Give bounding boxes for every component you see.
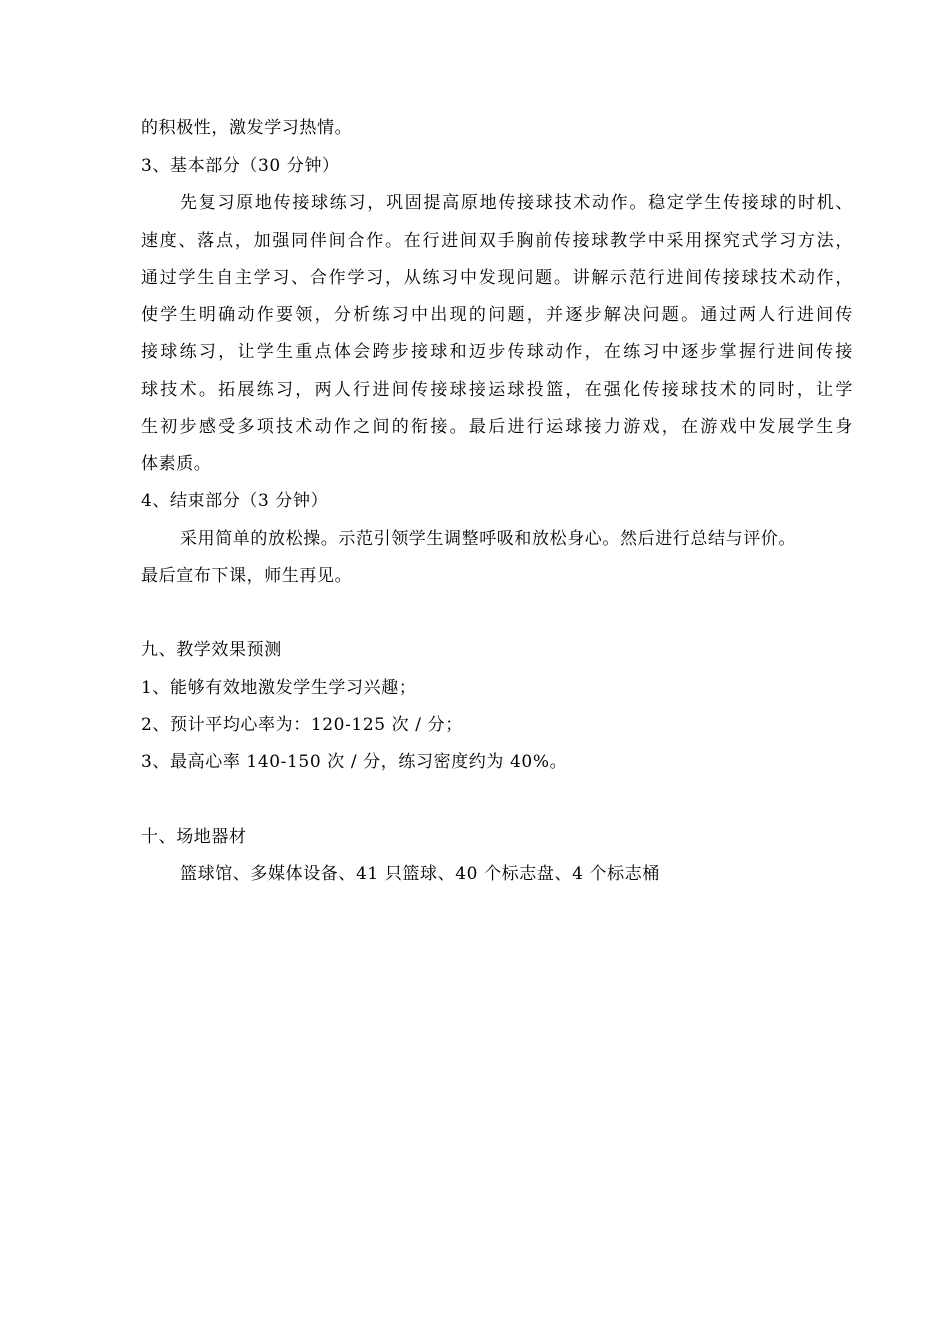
section10-heading: 十、场地器材 — [141, 827, 247, 847]
part4-line-2: 最后宣布下课，师生再见。 — [141, 566, 353, 586]
section10-content: 篮球馆、多媒体设备、41 只篮球、40 个标志盘、4 个标志桶 — [180, 864, 660, 884]
part4-line-1: 采用简单的放松操。示范引领学生调整呼吸和放松身心。然后进行总结与评价。 — [180, 529, 796, 549]
part3-line-1: 先复习原地传接球练习，巩固提高原地传接球技术动作。稳定学生传接球的时机、 — [180, 193, 853, 213]
section9-heading: 九、教学效果预测 — [141, 640, 282, 660]
part3-line-5: 接球练习，让学生重点体会跨步接球和迈步传球动作，在练习中逐步掌握行进间传接 — [141, 342, 853, 362]
part3-line-2: 速度、落点，加强同伴间合作。在行进间双手胸前传接球教学中采用探究式学习方法， — [141, 231, 853, 251]
section9-item-2: 2、预计平均心率为：120-125 次 / 分； — [141, 715, 463, 735]
paragraph-continuation: 的积极性，激发学习热情。 — [141, 118, 353, 138]
section9-item-3: 3、最高心率 140-150 次 / 分，练习密度约为 40%。 — [141, 752, 568, 772]
part3-line-8: 体素质。 — [141, 454, 212, 474]
section9-item-1: 1、能够有效地激发学生学习兴趣； — [141, 678, 417, 698]
part3-line-7: 生初步感受多项技术动作之间的衔接。最后进行运球接力游戏，在游戏中发展学生身 — [141, 417, 853, 437]
part4-heading: 4、结束部分（3 分钟） — [141, 491, 329, 511]
part3-line-4: 使学生明确动作要领，分析练习中出现的问题，并逐步解决问题。通过两人行进间传 — [141, 305, 853, 325]
part3-line-3: 通过学生自主学习、合作学习，从练习中发现问题。讲解示范行进间传接球技术动作， — [141, 268, 853, 288]
part3-heading: 3、基本部分（30 分钟） — [141, 156, 340, 176]
part3-line-6: 球技术。拓展练习，两人行进间传接球接运球投篮，在强化传接球技术的同时，让学 — [141, 380, 853, 400]
